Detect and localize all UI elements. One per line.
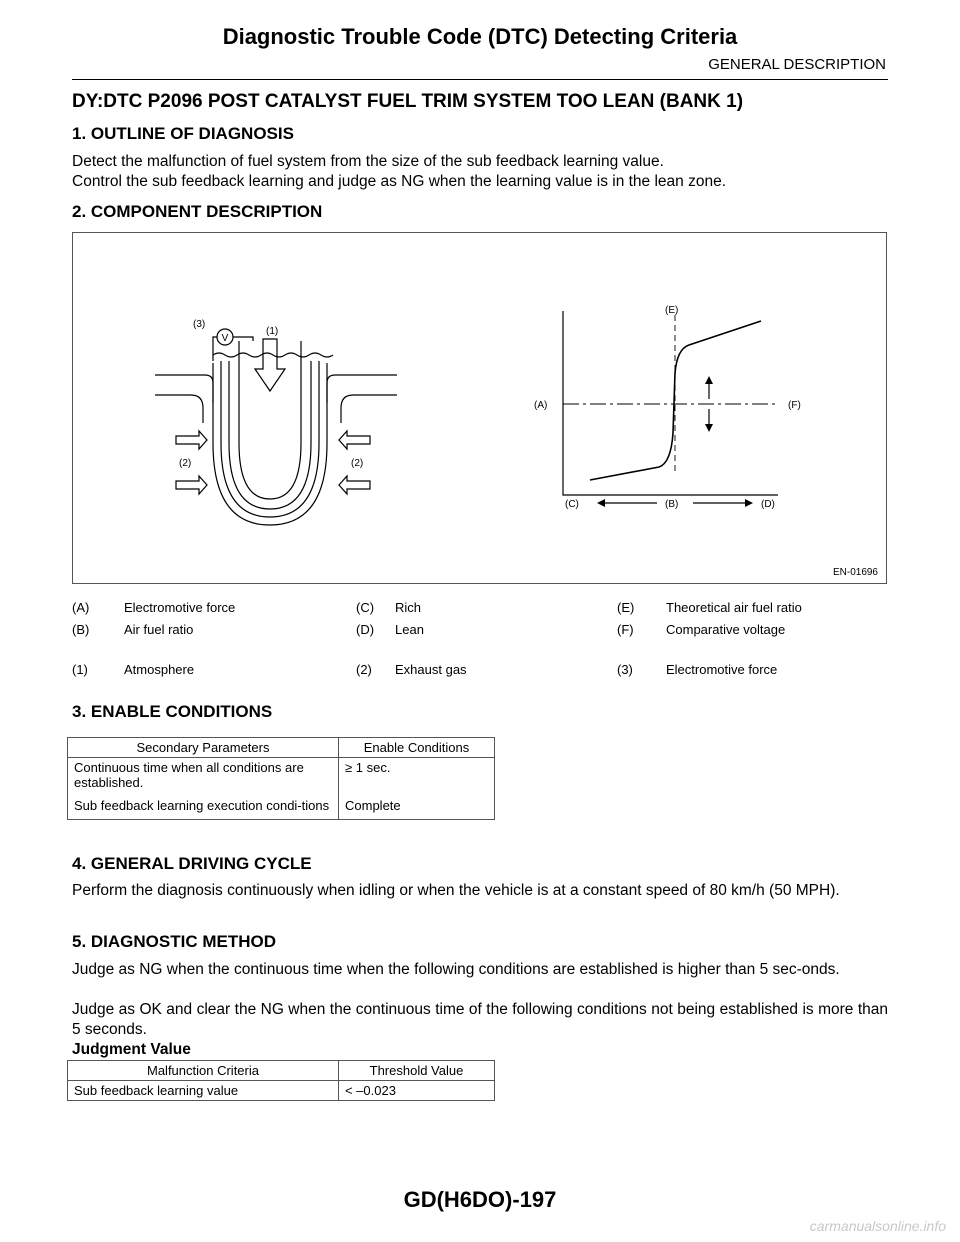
legend-key: (C) (356, 600, 375, 615)
enable-conditions-table (67, 737, 495, 820)
legend-text: Electromotive force (124, 600, 236, 615)
col-header: Malfunction Criteria (68, 1061, 339, 1081)
legend-key: (B) (72, 622, 90, 637)
legend-key: (3) (617, 662, 633, 677)
exhaust-arrow-right-bottom-icon (339, 476, 370, 494)
label-1: (1) (266, 326, 279, 337)
table-cell: Complete (339, 796, 495, 820)
label-C: (C) (565, 499, 579, 510)
legend-key: (2) (356, 662, 372, 677)
legend-key: (D) (356, 622, 375, 637)
label-F: (F) (788, 400, 801, 411)
legend-text: Atmosphere (124, 662, 195, 677)
enable-heading: 3. ENABLE CONDITIONS (72, 702, 273, 721)
page-header-subtitle: GENERAL DESCRIPTION (708, 56, 886, 73)
wire-right (233, 337, 253, 341)
table-cell: Sub feedback learning value (68, 1081, 339, 1101)
legend-key: (1) (72, 662, 88, 677)
label-D: (D) (761, 499, 775, 510)
method-paragraph-2: Judge as OK and clear the NG when the continuous time of the following conditions not being established is more than 5 seconds. (72, 1001, 888, 1038)
legend-key: (F) (617, 622, 634, 637)
arrow-rich-icon (597, 499, 605, 507)
arrow-lean-icon (745, 499, 753, 507)
table-cell: Sub feedback learning execution condi-tions (68, 796, 339, 820)
graph-axes (563, 311, 778, 495)
atmosphere-arrow-icon (255, 339, 285, 391)
pipe-wall-right-top (327, 375, 397, 403)
cutaway-edge (213, 353, 333, 357)
legend-key: (E) (617, 600, 635, 615)
exhaust-arrow-left-top-icon (176, 431, 207, 449)
header-rule (72, 79, 888, 80)
judgment-value-heading: Judgment Value (72, 1041, 191, 1058)
legend-key: (A) (72, 600, 90, 615)
col-header: Enable Conditions (339, 738, 495, 758)
arrow-down-icon (705, 424, 713, 432)
label-B: (B) (665, 499, 679, 510)
pipe-wall-left-top (155, 375, 213, 403)
pipe-wall-right-bottom (341, 395, 397, 423)
sensor-sleeve-layer-2 (221, 361, 319, 517)
legend-text: Electromotive force (666, 662, 778, 677)
label-2-right: (2) (351, 458, 364, 469)
method-heading: 5. DIAGNOSTIC METHOD (72, 932, 277, 951)
pipe-wall-left-bottom (155, 395, 203, 423)
sensor-outer-sleeve (213, 363, 327, 525)
col-header: Threshold Value (339, 1061, 495, 1081)
response-curve (590, 321, 761, 480)
table-header-row (68, 738, 495, 758)
legend-text: Comparative voltage (666, 622, 786, 637)
table-cell: < –0.023 (339, 1081, 495, 1101)
page-number: GD(H6DO)-197 (403, 1187, 557, 1212)
table-header-row (68, 1061, 495, 1081)
section-title: DY:DTC P2096 POST CATALYST FUEL TRIM SYSTEM TOO LEAN (BANK 1) (72, 91, 744, 112)
legend-text: Air fuel ratio (124, 622, 194, 637)
outline-line-2: Control the sub feedback learning and judge as NG when the learning value is in the lean zone. (72, 173, 727, 190)
table-cell: ≥ 1 sec. (339, 758, 495, 797)
component-figure (72, 232, 887, 584)
cycle-heading: 4. GENERAL DRIVING CYCLE (72, 854, 312, 873)
cycle-text: Perform the diagnosis continuously when idling or when the vehicle is at a constant speed of 80 km/h (50 MPH). (72, 882, 840, 899)
outline-line-1: Detect the malfunction of fuel system from the size of the sub feedback learning value. (72, 153, 664, 170)
wire-left (213, 337, 217, 361)
legend-text: Rich (395, 600, 422, 615)
sensor-sleeve-layer-3 (229, 361, 311, 509)
sensor-inner-sleeve (239, 341, 301, 499)
col-header: Secondary Parameters (68, 738, 339, 758)
o2-sensor-diagram (73, 233, 888, 585)
table-cell: Continuous time when all conditions are established. (68, 758, 339, 797)
table-row (68, 796, 495, 820)
label-A: (A) (534, 400, 548, 411)
outline-heading: 1. OUTLINE OF DIAGNOSIS (72, 124, 294, 143)
arrow-up-icon (705, 376, 713, 384)
page-header-title: Diagnostic Trouble Code (DTC) Detecting Criteria (222, 24, 738, 49)
watermark: carmanualsonline.info (809, 1218, 946, 1234)
method-paragraph-1: Judge as NG when the continuous time when the following conditions are established is higher than 5 sec-onds. (72, 961, 840, 978)
exhaust-arrow-left-bottom-icon (176, 476, 207, 494)
component-heading: 2. COMPONENT DESCRIPTION (72, 202, 323, 221)
legend-text: Lean (395, 622, 424, 637)
table-row (68, 1081, 495, 1101)
legend-text: Exhaust gas (395, 662, 467, 677)
judgment-value-table (67, 1060, 495, 1101)
figure-id: EN-01696 (832, 567, 878, 578)
table-row (68, 758, 495, 797)
exhaust-arrow-right-top-icon (339, 431, 370, 449)
label-E: (E) (665, 305, 679, 316)
voltmeter-label: V (221, 333, 229, 344)
legend-text: Theoretical air fuel ratio (666, 600, 802, 615)
label-3: (3) (193, 319, 206, 330)
label-2-left: (2) (179, 458, 192, 469)
